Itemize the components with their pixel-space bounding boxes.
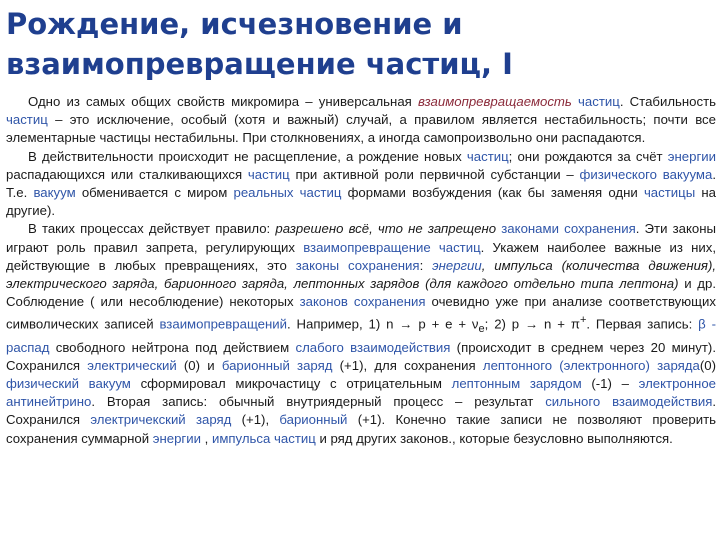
formula: . Например, 1) n → p + e + ν — [287, 316, 479, 332]
text: . Сохранился — [6, 394, 717, 428]
text: очевидно уже при анализе соответствующих символических записей — [6, 294, 716, 332]
term-link[interactable]: взаимопревращаемость — [417, 94, 572, 109]
term-link[interactable]: импульса частиц — [211, 430, 316, 446]
text: (0) и — [176, 357, 222, 373]
formula-superscript: + — [579, 314, 587, 327]
term-link[interactable]: электрический — [87, 357, 177, 373]
term-link[interactable]: физический вакуум — [6, 376, 131, 392]
text: (происходит в среднем через 20 минут). Сохранился — [6, 339, 716, 373]
text: (-1) – — [581, 376, 639, 392]
term-link[interactable]: взаимопревращение частиц — [303, 239, 481, 255]
text: , — [284, 276, 294, 292]
term-link[interactable]: частиц — [466, 148, 509, 164]
text: при активной роли первичной субстанции – — [289, 166, 580, 182]
paragraph-1 — [6, 93, 716, 148]
term-link[interactable]: β - распад — [6, 316, 717, 355]
term-link[interactable]: законами сохранения — [501, 221, 636, 237]
text: . Эти законы играют роль правил запрета, регулирующих — [6, 221, 716, 255]
text: сформировал микрочастицу с отрицательным — [130, 376, 452, 392]
term-link[interactable]: слабого взаимодействия — [295, 339, 451, 355]
title-line-1: Рождение, исчезновение и — [6, 7, 463, 41]
text: , — [200, 430, 212, 446]
term-link[interactable]: энергии — [667, 148, 716, 164]
term-link[interactable]: вакуум — [33, 185, 76, 201]
term-link[interactable]: сильного взаимодействия — [545, 394, 713, 410]
term-link[interactable]: реальных частиц — [233, 185, 342, 201]
text: и др. Соблюдение ( или несоблюдение) некоторых — [6, 276, 716, 310]
term-link[interactable]: электричекский заряд — [90, 412, 232, 428]
term-link[interactable]: частиц — [578, 94, 620, 109]
text: обменивается с миром — [75, 185, 234, 201]
text: В таких процессах действует правило: — [28, 221, 276, 237]
text: . Стабильность — [619, 94, 717, 109]
term-link[interactable]: частиц — [6, 112, 48, 128]
text: (+1), для сохранения — [332, 357, 483, 373]
text: . Первая запись: — [586, 316, 699, 332]
term-link[interactable]: законы сохранения — [295, 257, 420, 273]
text: : — [419, 257, 433, 273]
text: . Т.е. — [6, 166, 717, 201]
text: формами возбуждения (как бы заменяя одни — [341, 185, 644, 201]
formula: ; 2) p → n + π — [484, 316, 580, 332]
text: – это исключение, особый (хотя и важный) случай, а правилом является нестабильность; почти все элементарные частицы нестабильны. При столкновениях, а иногда самопроизвольно они распадаются. — [6, 112, 716, 146]
text: В действительности происходит не расщепление, а рождение новых — [28, 148, 467, 164]
text: (+1), — [231, 412, 280, 428]
text: на другие). — [6, 185, 716, 219]
paragraph-2 — [6, 148, 716, 221]
term-link[interactable]: взаимопревращений — [159, 316, 287, 332]
term-link[interactable]: лептонным зарядом — [451, 376, 582, 392]
term-link[interactable]: законов сохранения — [299, 294, 426, 310]
text: . Вторая запись: обычный внутриядерный процесс – результат — [91, 394, 546, 410]
paragraph-3 — [6, 220, 716, 447]
term-link[interactable]: электронное антинейтрино — [6, 376, 717, 410]
term-link[interactable]: физического вакуума — [579, 166, 713, 182]
text-italic: лептонных зарядов (для каждого отдельно типа лептона) — [293, 276, 679, 292]
term-link[interactable]: энергии — [432, 257, 482, 273]
term-link[interactable]: энергии — [152, 430, 201, 446]
term-link[interactable]: барионный заряд — [221, 357, 333, 373]
text: , — [154, 276, 164, 292]
term-link[interactable]: частицы — [643, 185, 696, 201]
text: распадающихся или сталкивающихся — [6, 166, 248, 182]
text-italic: разрешено всё, что не запрещено — [275, 221, 497, 237]
text: . Укажем наиболее важные из них, действующие в любых превращениях, это — [6, 239, 716, 273]
text-italic: импульса (количества движения) — [494, 257, 713, 273]
text: и ряд других законов., которые безусловно выполняются. — [315, 430, 673, 446]
text: свободного нейтрона под действием — [49, 339, 296, 355]
text: , — [481, 257, 495, 273]
formula-subscript: e — [478, 323, 485, 336]
term-link[interactable]: лептонного (электронного) заряда — [482, 357, 700, 373]
text: ; они рождаются за счёт — [508, 148, 668, 164]
title-line-2: взаимопревращение частиц, I — [6, 47, 513, 81]
text-italic: барионного заряда — [163, 276, 285, 292]
term-link[interactable]: барионный — [279, 412, 348, 428]
text: , — [712, 257, 717, 273]
text: Одно из самых общих свойств микромира – универсальная — [28, 94, 418, 109]
slide-title — [6, 4, 714, 84]
term-link[interactable]: частиц — [247, 166, 290, 182]
text: (+1). Конечно такие записи не позволяют проверить сохранения суммарной — [6, 412, 717, 446]
text-italic: электрического заряда — [6, 276, 155, 292]
slide-body — [6, 93, 716, 448]
text: (0) — [699, 357, 716, 373]
